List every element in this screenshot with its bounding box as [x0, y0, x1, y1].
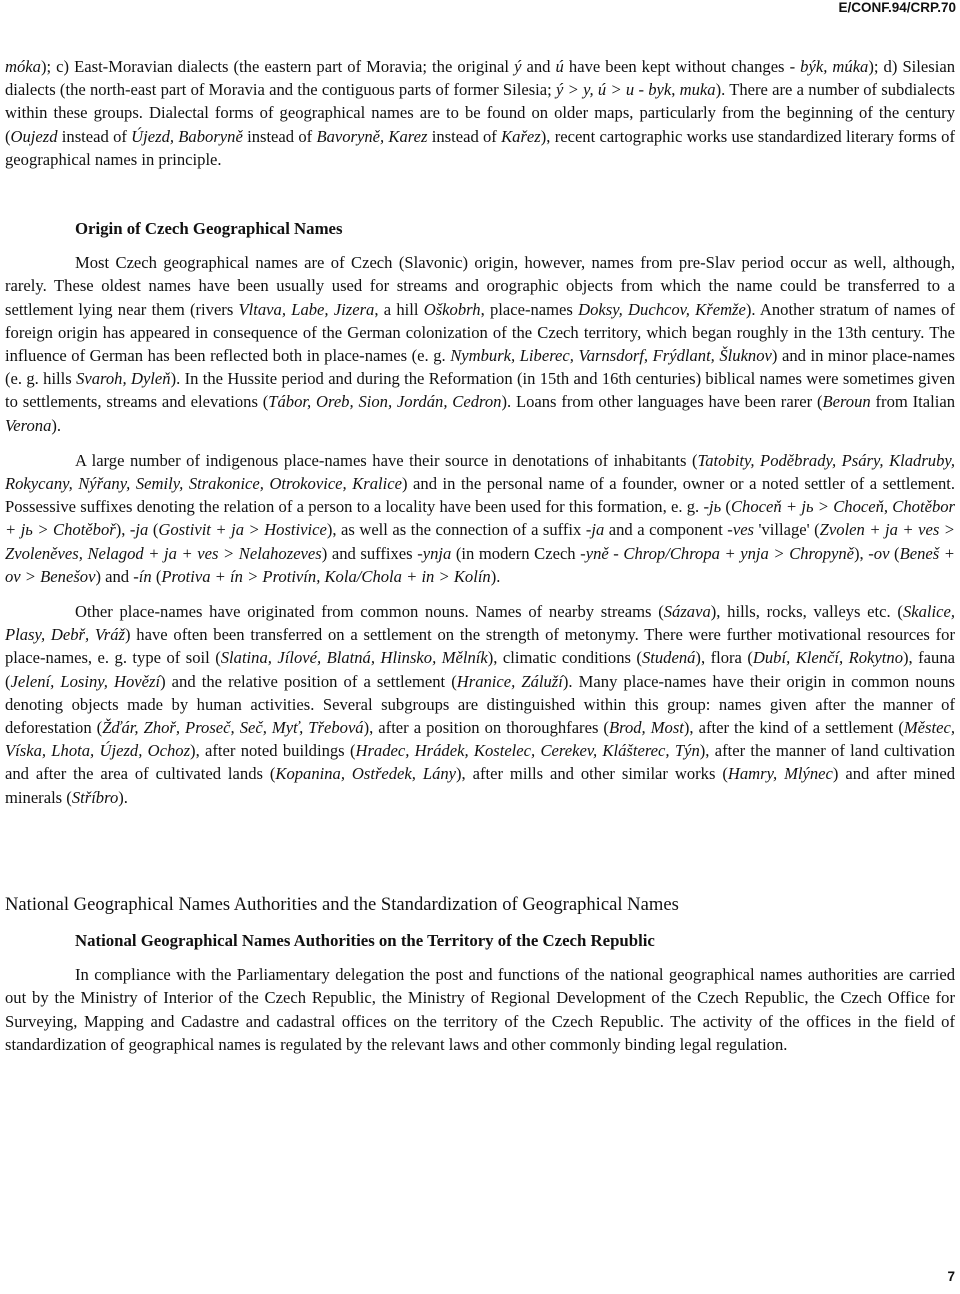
document-code: E/CONF.94/CRP.70 [838, 0, 956, 15]
text-run: ( [148, 520, 159, 540]
example-name: ja [135, 520, 149, 540]
example-name: ý > y, ú > u - byk [556, 80, 672, 100]
text-run: ), after the manner of land cultivation and after the area of cultivated lands ( [5, 741, 955, 784]
text-run: - [608, 543, 624, 563]
example-name: ves [732, 520, 755, 540]
text-run: ), fauna ( [5, 648, 955, 691]
text-run: ) and the relative position of a settlement ( [160, 671, 457, 691]
example-name: Verona [5, 415, 52, 435]
paragraph-dialects [5, 55, 955, 171]
example-name: Slatina, Jílové, Blatná, Hlinsko, Mělník [220, 648, 488, 668]
example-name: ov [873, 543, 890, 563]
text-run: 'village' ( [754, 520, 820, 540]
example-name: Stříbro [71, 787, 119, 807]
example-name: Skalice, Plasy, Debř, Vráž [5, 602, 955, 645]
text-run: ). Many place-names have their origin in common nouns denoting objects made by human activities. Several subgroups are distinguished within this group: names given after the manner of deforestation ( [5, 671, 955, 738]
example-name: Choceň + jь > Choceň, Chotěbor + jь > Chotěboř [5, 497, 955, 540]
text-run: and [521, 57, 556, 76]
text-run: A large number of indigenous place-names have their source in denotations of inhabitants ( [75, 450, 698, 470]
text-run: ), climatic conditions ( [487, 648, 642, 668]
text-run: ( [721, 497, 731, 517]
text-run: , [671, 80, 680, 100]
example-name: býk, múka [800, 57, 869, 76]
text-run: (in modern Czech - [451, 543, 586, 563]
text-run: ). [51, 415, 62, 435]
text-run: ) have often been transferred on a settlement on the strength of metonymy. There were further motivational resources for place-names, e. g. type of soil ( [5, 625, 956, 668]
example-name: Bavoryně, Karez [316, 126, 428, 146]
example-name: Beneš + ov > Benešov [5, 543, 955, 586]
example-name: Protiva + ín > Protivín, Kola/Chola + in > Kolín [161, 566, 491, 586]
text-run: Other place-names have originated from common nouns. Names of nearby streams ( [75, 602, 664, 622]
example-name: ynja [422, 543, 452, 563]
example-name: Újezd, Baboryně [131, 126, 243, 146]
example-name: ín [138, 566, 152, 586]
example-name: Chrop/Chropa + ynja > Chropyně [623, 543, 855, 563]
text-run: instead of [427, 126, 502, 146]
example-name: Kařez [501, 126, 541, 146]
text-run: ). There are a number of subdialects within these groups. Dialectal forms of geographical names are to be found on older maps, particularly from the beginning of the century ( [5, 80, 956, 146]
text-run: and a component - [604, 520, 733, 540]
text-run: ( [151, 566, 162, 586]
paragraph-origin [5, 251, 955, 437]
example-name: Dubí, Klenčí, Rokytno [752, 648, 903, 668]
page-body [5, 55, 955, 1056]
text-run: ). [490, 566, 501, 586]
text-run: Most Czech geographical names are of Czech (Slavonic) origin, however, names from pre-Slav period occur as well, although, rarely. These oldest names have been usually used for streams and orographic objects from which the name could be transferred to a settlement lying near them (rivers [5, 253, 955, 319]
example-name: Hamry, Mlýnec [727, 764, 833, 784]
text-run: ). [118, 787, 128, 807]
paragraph-common-nouns [5, 600, 955, 809]
example-name: Doksy, Duchcov, Křemže [578, 299, 746, 319]
text-run: instead of [57, 126, 132, 146]
text-run: ), after the kind of a settlement ( [683, 718, 904, 738]
example-name: ú [555, 57, 564, 76]
text-run: ), - [854, 543, 874, 563]
example-name: Kopanina, Ostředek, Lány [275, 764, 457, 784]
example-name: Oškobrh [423, 299, 481, 319]
example-name: Městec, Víska, Lhota, Újezd, Ochoz [5, 718, 955, 761]
text-run: from Italian [870, 392, 955, 412]
example-name: Gostivit + ja > Hostivice [158, 520, 327, 540]
subsection-heading: National Geographical Names Authorities on the Territory of the Czech Republic [75, 930, 655, 950]
text-run: ). In the Hussite period and during the Reformation (in 15th and 16th centuries) biblical names were sometimes given to settlements, streams and elevations ( [5, 369, 956, 412]
example-name: Oujezd [10, 126, 58, 146]
text-run: , a hill [374, 299, 424, 319]
page-number: 7 [947, 1268, 955, 1284]
example-name: Tábor, Oreb, Sion, Jordán, Cedron [268, 392, 502, 412]
heading-origin: Origin of Czech Geographical Names [75, 219, 343, 239]
text-run: ). Another stratum of names of foreign origin has appeared in consequence of the German colonization of the Czech territory, which began roughly in the 13th century. The influence of German has been reflected both in place-names (e. g. [5, 299, 956, 366]
example-name: ý [514, 57, 522, 76]
example-name: Brod, Most [608, 718, 684, 738]
text-run: ) and suffixes - [321, 543, 423, 563]
text-run: ), after noted buildings ( [190, 741, 356, 761]
text-run: , place-names [480, 299, 579, 319]
text-run: ), as well as the connection of a suffix - [326, 520, 592, 540]
example-name: Hranice, Záluží [456, 671, 563, 691]
example-name: muka [679, 80, 716, 100]
text-run: instead of [242, 126, 317, 146]
text-run: ) and in the personal name of a founder, owner or a noted settler of a settlement. Possessive suffixes denoting the relation of a person to a locality have been used for this formation, e. g. - [5, 474, 955, 517]
example-name: Sázava [663, 602, 711, 622]
text-run: ); d) Silesian dialects (the north-east part of Moravia and the contiguous parts of former Silesia; [5, 57, 955, 100]
text-run: ), after mills and other similar works ( [456, 764, 728, 784]
example-name: Svaroh, Dyleň [76, 369, 171, 389]
example-name: Beroun [822, 392, 871, 412]
text-run: ). Loans from other languages have been rarer ( [501, 392, 823, 412]
text-run: ) and in minor place-names (e. g. hills [5, 346, 955, 389]
text-run: ), hills, rocks, valleys etc. ( [710, 602, 903, 622]
text-run: ), recent cartographic works use standardized literary forms of geographical names in principle. [5, 126, 955, 169]
section-heading: National Geographical Names Authorities and the Standardization of Geographical Names [5, 893, 679, 915]
text-run: ( [889, 543, 900, 563]
text-run: ), flora ( [695, 648, 753, 668]
example-name: Jelení, Losiny, Hovězí [10, 671, 161, 691]
example-name: Zvolen + ja + ves > Zvoleněves, Nelagod + ja + ves > Nelahozeves [5, 520, 955, 563]
example-name: Studená [641, 648, 696, 668]
example-name: yně [585, 543, 609, 563]
example-name: Nymburk, Liberec, Varnsdorf, Frýdlant, Šluknov [450, 346, 772, 366]
example-name: Vltava, Labe, Jizera [238, 299, 375, 319]
text-run: ) and after mined minerals ( [5, 764, 955, 807]
example-name: móka [5, 57, 41, 76]
paragraph-compliance: In compliance with the Parliamentary delegation the post and functions of the national geographical names authorities are carried out by the Ministry of Interior of the Czech Republic, the Ministry of Regional Development of the Czech Republic, the Czech Office for Surveying, Mapping and Cadastre and cadastral offices on the territory of the Czech Republic. The activity of the offices in the field of standardization of geographical names is regulated by the relevant laws and other commonly binding legal regulation. [5, 965, 955, 1054]
example-name: Žďár, Zhoř, Proseč, Seč, Myť, Třebová [102, 718, 364, 738]
example-name: Tatobity, Poděbrady, Psáry, Kladruby, Rokycany, Nýřany, Semily, Strakonice, Otrokovice, Kralice [5, 450, 955, 494]
text-run: ); c) East-Moravian dialects (the eastern part of Moravia; the original [40, 57, 515, 76]
text-run: have been kept without changes - [563, 57, 801, 76]
text-run: ), - [115, 520, 136, 540]
text-run: ) and - [95, 566, 139, 586]
paragraph-indigenous [5, 449, 955, 588]
example-name: ja [591, 520, 605, 540]
text-run: ), after a position on thoroughfares ( [363, 718, 609, 738]
example-name: Hradec, Hrádek, Kostelec, Cerekev, Klášterec, Týn [355, 741, 700, 761]
example-name: jь [709, 497, 722, 517]
